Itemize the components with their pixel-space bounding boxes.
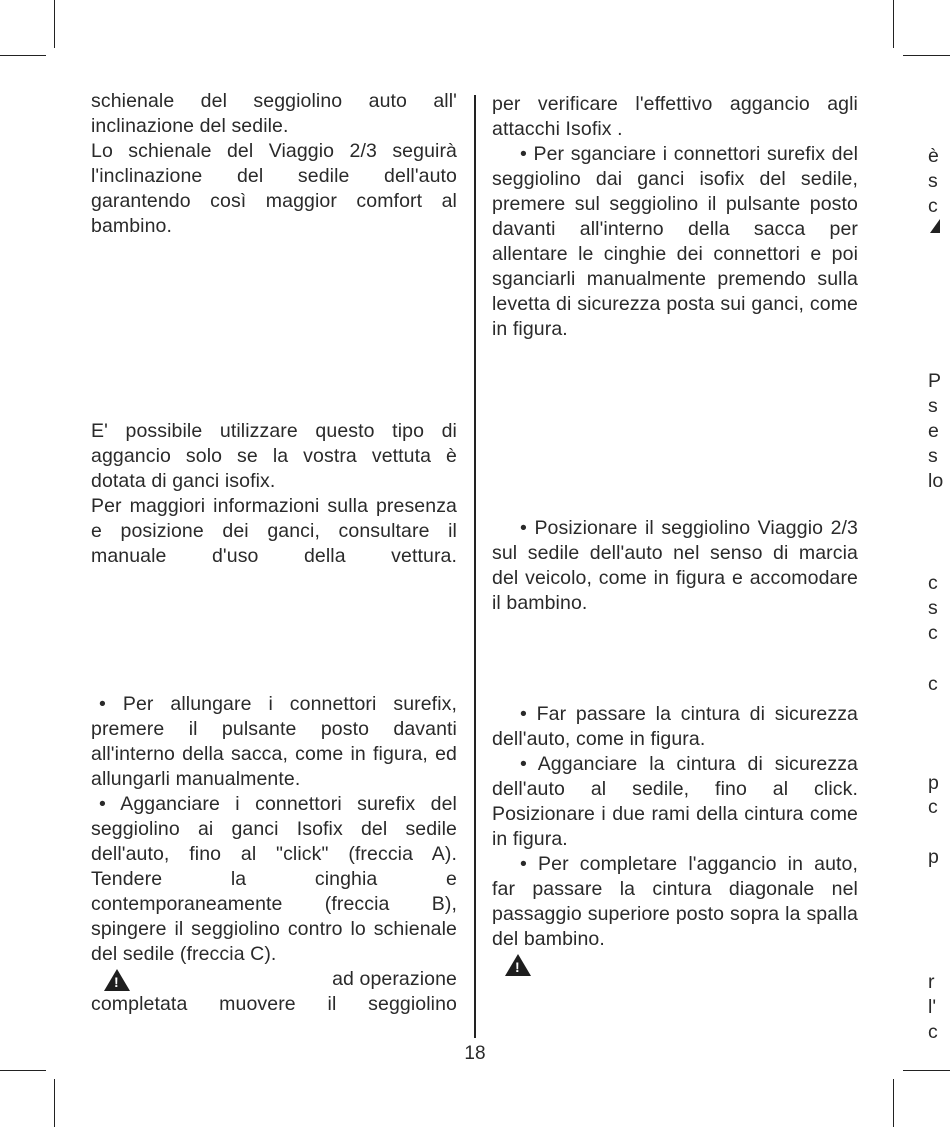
edge-fragment: p <box>928 846 939 868</box>
paragraph: Per maggiori informazioni sulla presenza e posizione dei ganci, consultare il manuale d'uso della vettura. <box>91 495 457 567</box>
edge-fragment: P <box>928 370 942 392</box>
edge-fragment: s <box>928 395 938 417</box>
warning-triangle-icon <box>505 954 531 976</box>
warning-triangle-icon <box>104 969 130 991</box>
warning-line <box>492 954 858 981</box>
paragraph: completata muovere il seggiolino <box>91 993 457 1015</box>
edge-fragment: s <box>928 170 938 192</box>
edge-fragment: c <box>928 673 938 695</box>
paragraph: • Far passare la cintura di sicurezza dell'auto, come in figura. <box>492 703 858 750</box>
edge-fragment: c <box>928 622 938 644</box>
edge-fragment: s <box>928 445 938 467</box>
crop-mark <box>0 55 46 56</box>
paragraph: • Agganciare la cintura di sicurezza dell'auto al sedile, fino al click. Posizionare i due rami della cintura come in figura. <box>492 753 858 850</box>
edge-fragment: l' <box>928 996 937 1018</box>
column-divider <box>474 95 476 1038</box>
right-column <box>492 92 858 342</box>
edge-fragment: e <box>928 420 939 442</box>
edge-fragment: lo <box>928 470 944 492</box>
warning-text: ad operazione <box>332 968 457 990</box>
page-number: 18 <box>464 1043 486 1064</box>
warning-line <box>91 967 457 992</box>
crop-mark <box>54 1079 55 1127</box>
edge-fragment: c <box>928 572 938 594</box>
paragraph: Lo schienale del Viaggio 2/3 seguirà l'inclinazione del sedile dell'auto garantendo così maggior comfort al bambino. <box>91 140 457 237</box>
edge-fragment: p <box>928 772 939 794</box>
crop-mark <box>903 55 950 56</box>
crop-mark <box>54 0 55 48</box>
edge-fragment: c <box>928 1021 938 1043</box>
paragraph: schienale del seggiolino auto all' inclinazione del sedile. <box>91 90 457 137</box>
crop-mark <box>893 0 894 48</box>
paragraph: E' possibile utilizzare questo tipo di aggancio solo se la vostra vettuta è dotata di ganci isofix. <box>91 420 457 492</box>
left-column-instructions <box>91 692 457 1017</box>
edge-fragment: r <box>928 971 935 993</box>
crop-mark <box>893 1079 894 1127</box>
left-column-isofix-info <box>91 419 457 569</box>
paragraph: • Posizionare il seggiolino Viaggio 2/3 sul sedile dell'auto nel senso di marcia del veicolo, come in figura e accomodare il bambino. <box>492 517 858 614</box>
edge-fragment: c <box>928 796 938 818</box>
paragraph: • Per completare l'aggancio in auto, far passare la cintura diagonale nel passaggio superiore posto sopra la spalla del bambino. <box>492 853 858 950</box>
crop-mark <box>0 1070 46 1071</box>
left-column <box>91 89 457 239</box>
paragraph: • Per sganciare i connettori surefix del seggiolino dai ganci isofix del sedile, premere sul seggiolino il pulsante posto davanti all'interno della sacca per allentare le cinghie dei connettori e poi sganciarli manualmente premendo sulla levetta di sicurezza posta sui ganci, come in figura. <box>492 143 858 340</box>
edge-fragment-triangle-icon <box>930 219 940 233</box>
crop-mark <box>903 1070 950 1071</box>
edge-fragment: c <box>928 195 938 217</box>
right-column-belt <box>492 702 858 981</box>
right-column-positioning <box>492 516 858 616</box>
paragraph: • Agganciare i connettori surefix del seggiolino ai ganci Isofix del sedile dell'auto, fino al "click" (freccia A). Tendere la cinghia e contemporaneamente (freccia B), spingere il seggiolino contro lo schienale del sedile (freccia C). <box>91 793 457 965</box>
edge-fragment: è <box>928 145 939 167</box>
paragraph: • Per allungare i connettori surefix, premere il pulsante posto davanti all'interno della sacca, come in figura, ed allungarli manualmente. <box>91 693 457 790</box>
edge-fragment: s <box>928 597 938 619</box>
paragraph: per verificare l'effettivo aggancio agli attacchi Isofix . <box>492 93 858 140</box>
